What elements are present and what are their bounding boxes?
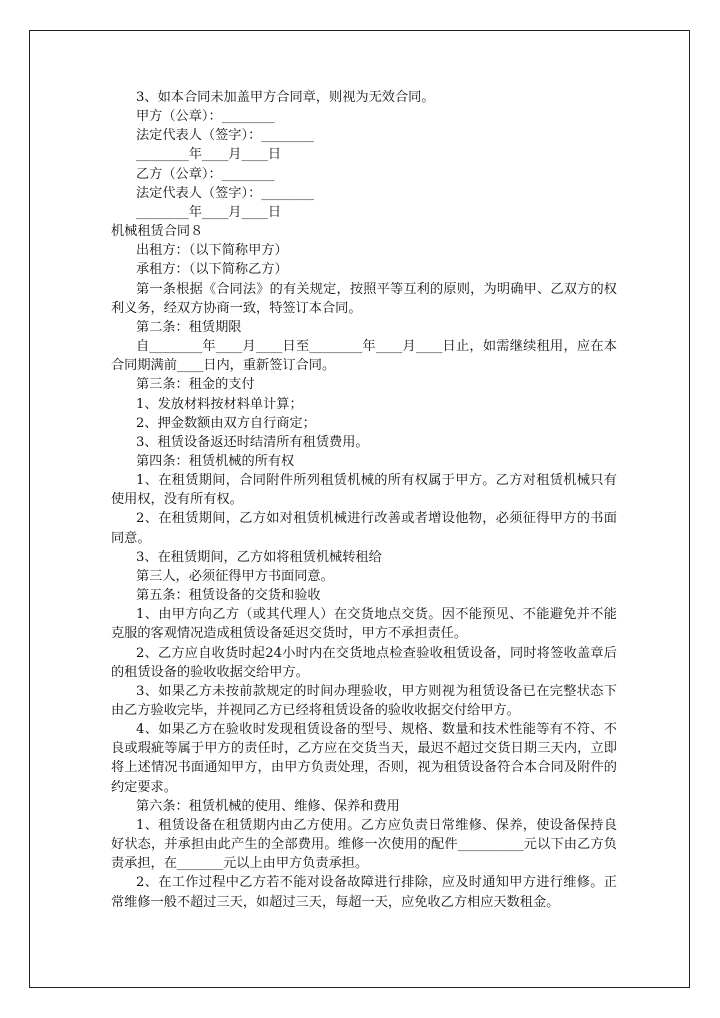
article-4-item-cont: 第三人，必须征得甲方书面同意。 <box>136 568 334 584</box>
party-b-date: ________年____月____日 <box>136 204 282 220</box>
article-6-heading: 第六条：租赁机械的使用、维修、保养和费用 <box>136 798 400 814</box>
article-4-heading: 第四条：租赁机械的所有权 <box>136 453 295 469</box>
article-3-item: 2、押金数额由双方自行商定； <box>136 415 316 431</box>
article-3-item: 1、发放材料按材料单计算； <box>136 396 303 412</box>
lessee-line: 承租方：（以下简称乙方） <box>136 262 288 278</box>
article-5-item: 2、乙方应自收货时起24小时内在交货地点检查验收租赁设备，同时将签收盖章后的租赁设备的验收收据交给甲方。 <box>111 645 617 680</box>
article-5-item: 4、如果乙方在验收时发现租赁设备的型号、规格、数量和技术性能等有不符、不良或瑕疵等属于甲方的责任时，乙方应在交货当天，最迟不超过交货日期三天内，立即将上述情况书面通知甲方，由甲方负责处理，否则，视为租赁设备符合本合同及附件的约定要求。 <box>111 722 617 795</box>
party-b-representative: 法定代表人（签字）：________ <box>136 185 315 201</box>
article-6-item: 1、租赁设备在租赁期内由乙方使用。乙方应负责日常维修、保养，使设备保持良好状态，并承担由此产生的全部费用。维修一次使用的配件__________元以下由乙方负责承担，在_______元以上由甲方负责承担。 <box>111 817 617 872</box>
article-1: 第一条根据《合同法》的有关规定，按照平等互利的原则，为明确甲、乙双方的权利义务，经双方协商一致，特签订本合同。 <box>111 281 617 316</box>
lessor-line: 出租方：（以下简称甲方） <box>136 243 288 259</box>
clause-line: 3、如本合同未加盖甲方合同章，则视为无效合同。 <box>136 90 435 105</box>
article-2-heading: 第二条：租赁期限 <box>136 319 242 335</box>
party-b-seal: 乙方（公章）：________ <box>136 166 275 182</box>
party-a-representative: 法定代表人（签字）：________ <box>136 128 315 144</box>
article-3-item: 3、租赁设备返还时结清所有租赁费用。 <box>136 434 369 450</box>
article-2-body: 自________年____月____日至________年____月____日止，如需继续租用，应在本合同期满前____日内，重新签订合同。 <box>111 339 617 374</box>
article-5-item: 3、如果乙方未按前款规定的时间办理验收，甲方则视为租赁设备已在完整状态下由乙方验收完毕，并视同乙方已经将租赁设备的验收收据交付给甲方。 <box>111 683 617 718</box>
article-4-item: 2、在租赁期间，乙方如对租赁机械进行改善或者增设他物，必须征得甲方的书面同意。 <box>111 511 617 546</box>
contract-text <box>111 88 617 912</box>
party-a-seal: 甲方（公章）：________ <box>136 109 275 125</box>
article-5-item: 1、由甲方向乙方（或其代理人）在交货地点交货。因不能预见、不能避免并不能克服的客观情况造成租赁设备延迟交货时，甲方不承担责任。 <box>111 607 617 642</box>
article-4-item: 1、在租赁期间，合同附件所列租赁机械的所有权属于甲方。乙方对租赁机械只有使用权，没有所有权。 <box>111 473 617 508</box>
contract-title: 机械租赁合同８ <box>111 224 204 240</box>
party-a-date: ________年____月____日 <box>136 147 282 163</box>
article-6-item: 2、在工作过程中乙方若不能对设备故障进行排除，应及时通知甲方进行维修。正常维修一般不超过三天，如超过三天，每超一天，应免收乙方相应天数租金。 <box>111 875 617 910</box>
article-5-heading: 第五条：租赁设备的交货和验收 <box>136 588 321 604</box>
article-3-heading: 第三条：租金的支付 <box>136 377 255 393</box>
article-4-item: 3、在租赁期间，乙方如将租赁机械转租给 <box>136 549 382 565</box>
